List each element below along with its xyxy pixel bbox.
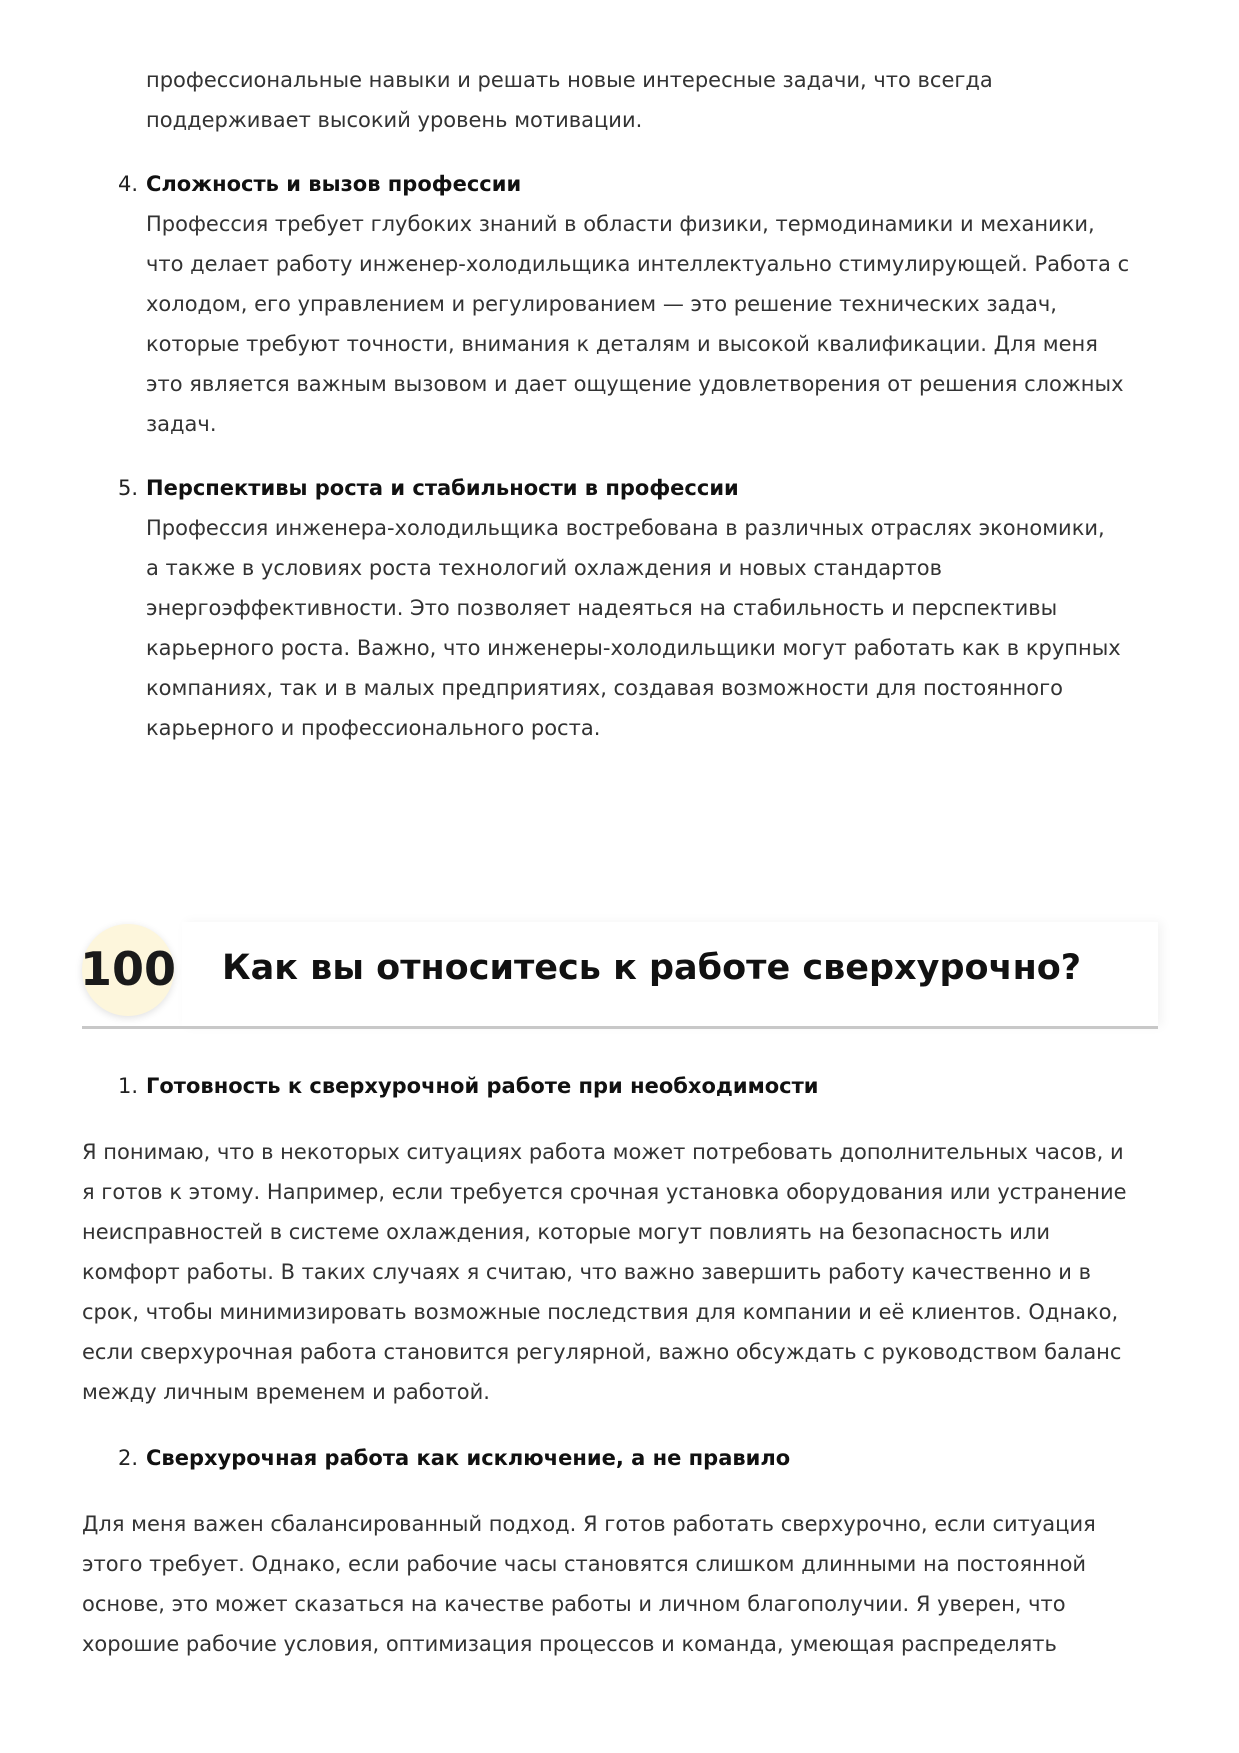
text-line: хорошие рабочие условия, оптимизация процессов и команда, умеющая распределять	[82, 1632, 1057, 1656]
answer-point	[118, 1438, 1158, 1478]
answer-point-number: 2.	[118, 1446, 139, 1470]
answer-point	[118, 1066, 1158, 1106]
text-line: между личным временем и работой.	[82, 1380, 490, 1404]
list-item-number: 5.	[118, 476, 139, 500]
previous-item-continuation	[146, 60, 1146, 140]
text-line: карьерного и профессионального роста.	[146, 716, 601, 740]
text-line: Профессия инженера-холодильщика востребована в различных отраслях экономики,	[146, 516, 1105, 540]
text-line: а также в условиях роста технологий охлаждения и новых стандартов	[146, 556, 942, 580]
text-line: энергоэффективности. Это позволяет надеяться на стабильность и перспективы	[146, 596, 1058, 620]
question-title: Как вы относитесь к работе сверхурочно?	[222, 948, 1082, 988]
text-line: я готов к этому. Например, если требуется срочная установка оборудования или устранение	[82, 1180, 1127, 1204]
list-item-body	[146, 204, 1146, 444]
question-number: 100	[79, 942, 177, 996]
text-line: этого требует. Однако, если рабочие часы становятся слишком длинными на постоянной	[82, 1552, 1087, 1576]
text-line: комфорт работы. В таких случаях я считаю, что важно завершить работу качественно и в	[82, 1260, 1092, 1284]
answer-point-title: Готовность к сверхурочной работе при необходимости	[146, 1074, 819, 1098]
text-line: основе, это может сказаться на качестве работы и личном благополучии. Я уверен, что	[82, 1592, 1066, 1616]
text-line: профессиональные навыки и решать новые интересные задачи, что всегда	[146, 68, 993, 92]
text-line: срок, чтобы минимизировать возможные последствия для компании и её клиентов. Однако,	[82, 1300, 1119, 1324]
text-line: Профессия требует глубоких знаний в области физики, термодинамики и механики,	[146, 212, 1095, 236]
answer-point-title: Сверхурочная работа как исключение, а не правило	[146, 1446, 791, 1470]
list-item-title: Перспективы роста и стабильности в профессии	[146, 476, 739, 500]
text-line: компаниях, так и в малых предприятиях, создавая возможности для постоянного	[146, 676, 1064, 700]
list-item-number: 4.	[118, 172, 139, 196]
list-item	[118, 164, 1158, 444]
text-line: холодом, его управлением и регулированием — это решение технических задач,	[146, 292, 1057, 316]
text-line: которые требуют точности, внимания к деталям и высокой квалификации. Для меня	[146, 332, 1098, 356]
answer-paragraph	[82, 1504, 1158, 1664]
text-line: это является важным вызовом и дает ощущение удовлетворения от решения сложных	[146, 372, 1124, 396]
text-line: Я понимаю, что в некоторых ситуациях работа может потребовать дополнительных часов, и	[82, 1140, 1124, 1164]
text-line: если сверхурочная работа становится регулярной, важно обсуждать с руководством баланс	[82, 1340, 1122, 1364]
text-line: что делает работу инженер-холодильщика интеллектуально стимулирующей. Работа с	[146, 252, 1130, 276]
text-line: поддерживает высокий уровень мотивации.	[146, 108, 643, 132]
text-line: неисправностей в системе охлаждения, которые могут повлиять на безопасность или	[82, 1220, 1050, 1244]
answer-paragraph	[82, 1132, 1158, 1412]
question-heading	[79, 922, 1158, 1028]
list-item-body	[146, 508, 1146, 748]
text-line: карьерного роста. Важно, что инженеры-холодильщики могут работать как в крупных	[146, 636, 1121, 660]
heading-divider	[82, 1026, 1158, 1029]
list-item	[118, 468, 1158, 748]
list-item-title: Сложность и вызов профессии	[146, 172, 522, 196]
answer-point-number: 1.	[118, 1074, 139, 1098]
text-line: Для меня важен сбалансированный подход. Я готов работать сверхурочно, если ситуация	[82, 1512, 1096, 1536]
text-line: задач.	[146, 412, 217, 436]
